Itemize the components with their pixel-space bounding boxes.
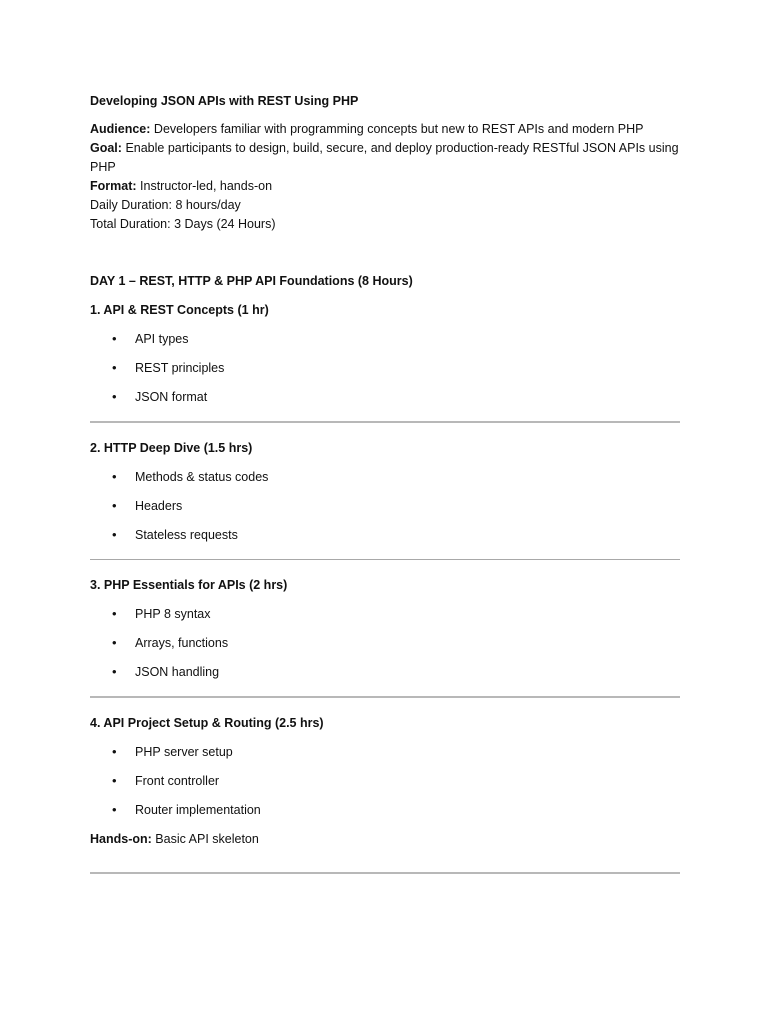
goal-value: Enable participants to design, build, secure, and deploy production-ready RESTful JSON APIs using PHP	[90, 141, 679, 174]
audience-value: Developers familiar with programming concepts but new to REST APIs and modern PHP	[153, 122, 644, 136]
section-4	[90, 714, 680, 848]
section-title: 3. PHP Essentials for APIs (2 hrs)	[90, 578, 288, 592]
section-divider	[90, 559, 680, 560]
section-2	[90, 439, 680, 555]
list-item: • Headers	[90, 497, 680, 526]
section-divider	[90, 696, 680, 698]
hands-on-label: Hands-on:	[90, 832, 152, 846]
list-item: • PHP server setup	[90, 743, 680, 772]
list-item: • PHP 8 syntax	[90, 605, 680, 634]
course-meta	[90, 120, 680, 234]
total-duration: Total Duration: 3 Days (24 Hours)	[90, 217, 276, 231]
bullet-list	[90, 330, 680, 417]
audience-line	[90, 120, 680, 139]
audience-label: Audience:	[90, 122, 151, 136]
list-item: • REST principles	[90, 359, 680, 388]
format-value: Instructor-led, hands-on	[140, 179, 273, 193]
format-line	[90, 177, 680, 196]
list-item: • JSON format	[90, 388, 680, 417]
goal-label: Goal:	[90, 141, 122, 155]
list-item: • Stateless requests	[90, 526, 680, 555]
list-item: • Arrays, functions	[90, 634, 680, 663]
section-title: 2. HTTP Deep Dive (1.5 hrs)	[90, 441, 253, 455]
section-3	[90, 576, 680, 692]
section-divider	[90, 872, 680, 874]
list-item: • Methods & status codes	[90, 468, 680, 497]
document-title: Developing JSON APIs with REST Using PHP	[90, 94, 359, 108]
list-item: • Front controller	[90, 772, 680, 801]
hands-on-value: Basic API skeleton	[155, 832, 259, 846]
day-1-heading: DAY 1 – REST, HTTP & PHP API Foundations (8 Hours)	[90, 274, 413, 288]
section-divider	[90, 421, 680, 423]
section-1	[90, 301, 680, 417]
list-item: • JSON handling	[90, 663, 680, 692]
bullet-list	[90, 468, 680, 555]
list-item: • Router implementation	[90, 801, 680, 830]
hands-on-line	[90, 830, 680, 848]
format-label: Format:	[90, 179, 137, 193]
bullet-list	[90, 605, 680, 692]
document-content	[90, 92, 680, 874]
list-item: • API types	[90, 330, 680, 359]
daily-duration: Daily Duration: 8 hours/day	[90, 198, 241, 212]
section-title: 4. API Project Setup & Routing (2.5 hrs)	[90, 716, 324, 730]
section-title: 1. API & REST Concepts (1 hr)	[90, 303, 269, 317]
goal-line	[90, 139, 680, 177]
bullet-list	[90, 743, 680, 830]
